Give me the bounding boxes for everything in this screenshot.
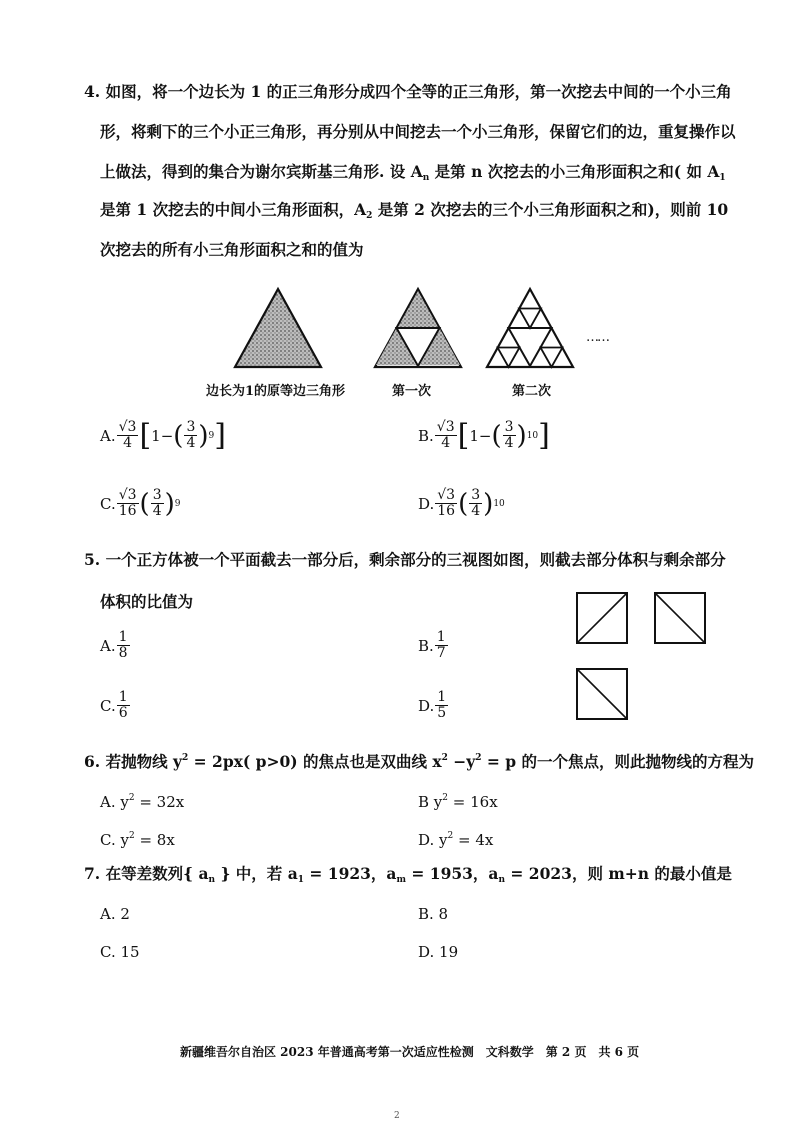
q4-line-1: 4. 如图，将一个边长为 1 的正三角形分成四个全等的正三角形，第一次挖去中间的一个小三角 — [84, 82, 732, 101]
page-footer: 新疆维吾尔自治区 2023 年普通高考第一次适应性检测 文科数学 第 2 页 共 6 页 — [180, 1045, 640, 1059]
figure-label-original: 边长为1的原等边三角形 — [206, 384, 346, 399]
q7-option-d: D. 19 — [418, 943, 459, 961]
q7-option-c: C. 15 — [100, 943, 140, 961]
q4-option-d: D. $\frac{√3}{16}$ ( $\frac{3}{4}$ ) 10 — [418, 487, 505, 519]
q6-option-c: C. $y^2 = 8x$ — [100, 831, 175, 849]
sierpinski-ellipsis: …… — [586, 330, 608, 345]
q5-line-2: 体积的比值为 — [100, 592, 194, 611]
q6-option-a: A. $y^2 = 32x$ — [100, 793, 185, 811]
sierpinski-original-triangle — [232, 286, 324, 370]
q5-line-1: 5. 一个正方体被一个平面截去一部分后，剩余部分的三视图如图，则截去部分体积与剩余部分 — [84, 550, 726, 569]
q7-option-b: B. 8 — [418, 905, 449, 923]
three-view-top — [576, 668, 628, 720]
three-view-front — [576, 592, 628, 644]
three-view-side — [654, 592, 706, 644]
q7-stem: 7. 在等差数列{ $a_n$ } 中，若 $a_1 = 1923$，$a_m = 1953$，$a_n = 2023$，则 m+n 的最小值是 — [84, 864, 732, 885]
q5-option-b: B. $\frac{1}{7}$ — [418, 629, 446, 661]
figure-label-second: 第二次 — [512, 384, 552, 399]
q4-option-c: C. $\frac{√3}{16}$ ( $\frac{3}{4}$ ) 9 — [100, 487, 181, 519]
q5-option-d: D. $\frac{1}{5}$ — [418, 689, 447, 721]
q5-option-a: A. $\frac{1}{8}$ — [100, 629, 128, 661]
q4-line-4: 是第 1 次挖去的中间小三角形面积，$A_2$ 是第 2 次挖去的三个小三角形面积之和)，则前 10 — [100, 200, 729, 221]
q4-line-3: 上做法，得到的集合为谢尔宾斯基三角形. 设 $A_n$ 是第 n 次挖去的小三角形面积之和( 如 $A_1$ — [100, 162, 726, 183]
sierpinski-second-iteration — [484, 286, 576, 370]
sierpinski-first-iteration — [372, 286, 464, 370]
q4-line-5: 次挖去的所有小三角形面积之和的值为 — [100, 240, 364, 259]
q4-option-b: B. $\frac{√3}{4}$ [ 1− ( $\frac{3}{4}$ ) 10 ] — [418, 417, 550, 453]
q6-option-d: D. $y^2 = 4x$ — [418, 831, 494, 849]
figure-label-first: 第一次 — [392, 384, 432, 399]
q6-stem: 6. 若抛物线 $y^2 = 2px$( p>0) 的焦点也是双曲线 $x^2 -y^2 = p$ 的一个焦点，则此抛物线的方程为 — [84, 752, 755, 771]
q6-option-b: B $y^2 = 16x$ — [418, 793, 498, 811]
q7-option-a: A. 2 — [100, 905, 130, 923]
q4-option-a: A. $\frac{√3}{4}$ [ 1− ( $\frac{3}{4}$ ) 9 ] — [100, 417, 226, 453]
q5-option-c: C. $\frac{1}{6}$ — [100, 689, 128, 721]
q4-line-2: 形，将剩下的三个小正三角形，再分别从中间挖去一个小三角形，保留它们的边，重复操作以 — [100, 122, 736, 141]
page-number: 2 — [394, 1111, 400, 1121]
